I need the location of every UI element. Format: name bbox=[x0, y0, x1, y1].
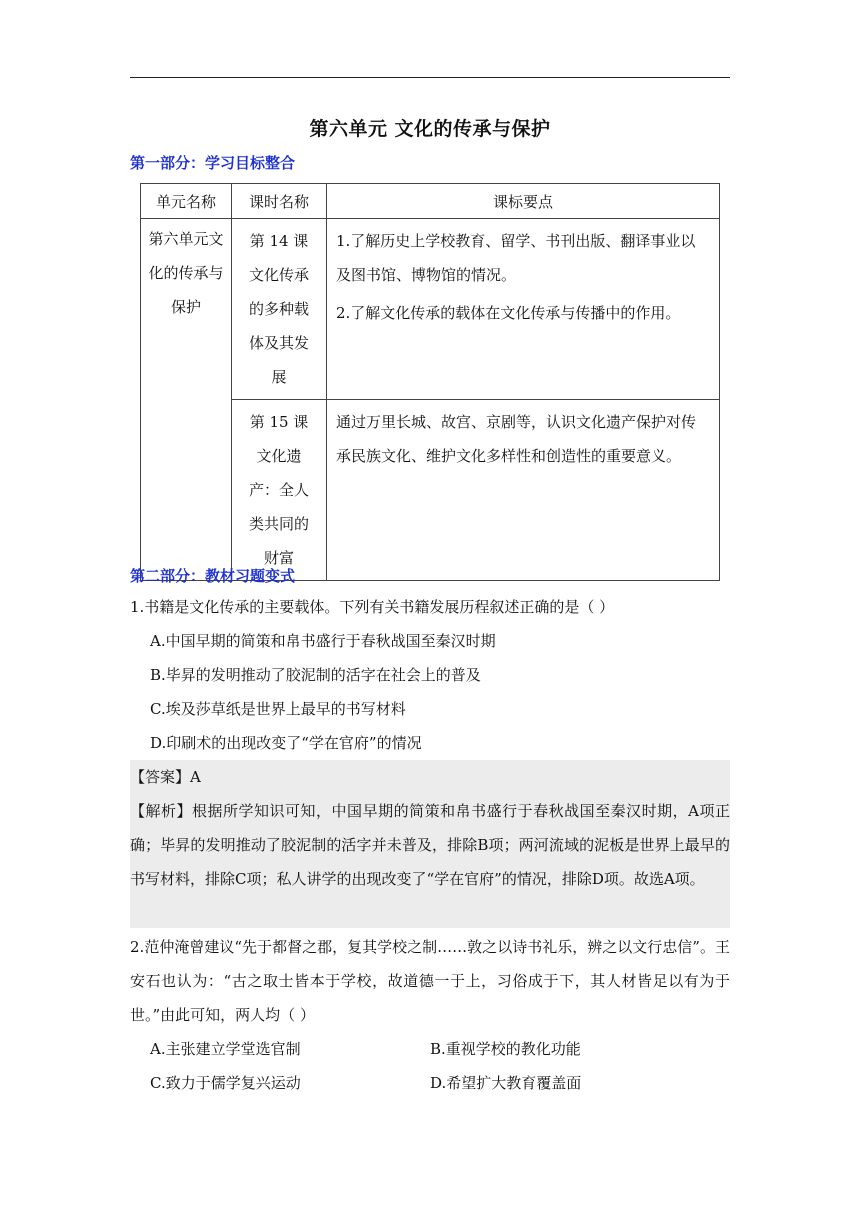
question-2-options-row-1 bbox=[130, 1032, 730, 1066]
question-1-option-b: B.毕昇的发明推动了胶泥制的活字在社会上的普及 bbox=[150, 666, 481, 684]
header-unit-name: 单元名称 bbox=[141, 184, 232, 219]
lesson-14-point-1: 1.了解历史上学校教育、留学、书刊出版、翻译事业以及图书馆、博物馆的情况。 bbox=[336, 232, 696, 284]
part2-heading: 第二部分：教材习题变式 bbox=[130, 567, 296, 585]
table-header-row bbox=[141, 184, 720, 219]
question-1-option-d: D.印刷术的出现改变了“学在官府”的情况 bbox=[150, 734, 422, 752]
lesson-14-points-cell bbox=[327, 219, 720, 400]
question-2-stem: 2.范仲淹曾建议“先于都督之郡，复其学校之制……敦之以诗书礼乐，辨之以文行忠信”。王安石也认为：“古之取士皆本于学校，故道德一于上，习俗成于下，其人材皆足以有为于世。”由此可知，两人均（ ） bbox=[130, 938, 730, 1024]
lesson-15-points-cell bbox=[327, 400, 720, 581]
header-lesson-name: 课时名称 bbox=[232, 184, 327, 219]
lesson-14-name: 第 14 课文化传承的多种载体及其发展 bbox=[248, 232, 309, 386]
lesson-14-point-2: 2.了解文化传承的载体在文化传承与传播中的作用。 bbox=[336, 304, 681, 322]
page-title: 第六单元 文化的传承与保护 bbox=[309, 118, 551, 140]
header-rule bbox=[130, 77, 730, 78]
unit-name-text: 第六单元文化的传承与保护 bbox=[148, 230, 224, 316]
question-1-analysis: 【解析】根据所学知识可知，中国早期的简策和帛书盛行于春秋战国至秦汉时期，A项正确；毕昇的发明推动了胶泥制的活字并未普及，排除B项；两河流域的泥板是世界上最早的书写材料，排除C项；私人讲学的出现改变了“学在官府”的情况，排除D项。故选A项。 bbox=[130, 802, 730, 888]
table-row bbox=[141, 219, 720, 400]
question-2-option-c: C.致力于儒学复兴运动 bbox=[150, 1074, 301, 1092]
question-2 bbox=[130, 930, 730, 1100]
question-2-option-d: D.希望扩大教育覆盖面 bbox=[430, 1074, 582, 1092]
header-key-points: 课标要点 bbox=[327, 184, 720, 219]
lesson-15-point-1: 通过万里长城、故宫、京剧等，认识文化遗产保护对传承民族文化、维护文化多样性和创造性的重要意义。 bbox=[336, 413, 697, 465]
part1-heading: 第一部分：学习目标整合 bbox=[130, 154, 296, 172]
unit-name-cell bbox=[141, 219, 232, 581]
question-1 bbox=[130, 590, 730, 760]
question-2-option-a: A.主张建立学堂选官制 bbox=[150, 1040, 301, 1058]
goals-table bbox=[140, 183, 720, 581]
question-2-options-row-2 bbox=[130, 1066, 730, 1100]
question-1-option-c: C.埃及莎草纸是世界上最早的书写材料 bbox=[150, 700, 406, 718]
question-1-answer: 【答案】A bbox=[130, 768, 201, 786]
question-2-option-b: B.重视学校的教化功能 bbox=[430, 1040, 581, 1058]
question-1-answer-box bbox=[130, 760, 730, 928]
lesson-14-cell bbox=[232, 219, 327, 400]
question-1-stem: 1.书籍是文化传承的主要载体。下列有关书籍发展历程叙述正确的是（ ） bbox=[130, 598, 615, 616]
lesson-15-cell bbox=[232, 400, 327, 581]
question-1-option-a: A.中国早期的简策和帛书盛行于春秋战国至秦汉时期 bbox=[150, 632, 496, 650]
lesson-15-name: 第 15 课文化遗产：全人类共同的财富 bbox=[248, 413, 309, 567]
